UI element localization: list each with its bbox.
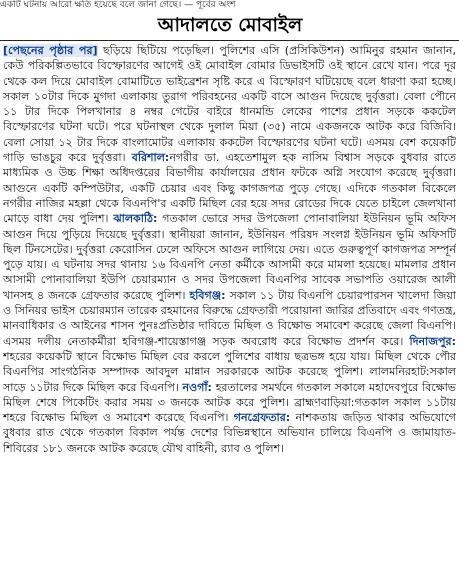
continued-from-label: [পেছনের পৃষ্ঠার পর]: [3, 44, 98, 57]
article-body: [3, 43, 456, 586]
district-label: গনগ্রেফতার:: [233, 411, 291, 425]
district-label: দিনাজপুর:: [409, 334, 456, 348]
district-label: নওগাঁ:: [182, 380, 212, 394]
article-paragraph: [3, 43, 456, 456]
district-label: ঝালকাঠি:: [113, 212, 158, 226]
headline-rule: [0, 40, 459, 41]
article-text: শহরের কয়েকটি স্থানে বিক্ষোভ মিছিল বের করলে পুলিশের বাধায় ছত্রভঙ্গ হয়ে যায়। মিছিল থেকে পৌর বিএনপির সাংগঠনিক সম্পাদক আবদুল মান্নান সরকারকে আটক করেছে পুলিশ। লালমনিরহাট:সকাল সাড়ে ১১টার দিকে মিছিল করে বিএনপি।: [3, 349, 456, 394]
article-text: হরতালের সমর্থনে গতকাল সকালে মহাদেবপুরে বিক্ষোভ মিছিল শেষে পিকেটিং করার সময় ৩ জনকে আটক করে পুলিশ। ব্রাহ্মণবাড়িয়া:গতকাল সকাল ১১টায় শহরে বিক্ষোভ মিছিল ও সমাবেশ করেছে বিএনপি।: [3, 380, 456, 425]
previous-article-strip: একটি ঘটনায় আরো ক্ষতি হয়েছে বলে জানা গেছে। — পূর্বের অংশ: [0, 0, 236, 10]
district-label: বরিশাল:: [131, 151, 170, 165]
article-text: নাশকতায় জড়িত থাকার অভিযোগে বুধবার রাত থেকে গতকাল বিকাল পর্যন্ত দেশের বিভিন্নস্থানে অভিযান চালিয়ে বিএনপি ও জামায়াত-শিবিরের ১৮১ জনকে আটক করেছে যৌথ বাহিনী, র‌্যাব ও পুলিশ।: [3, 411, 456, 455]
article-text: ছড়িয়ে ছিটিয়ে পড়েছিল। পুলিশের এসি (প্রসিকিউশন) আমিনুর রহমান জানান, কেউ পরিকল্পিতভাবে বিস্ফোরণের আগেই ওই মোবাইল বোমার ডিভাইসটি ওই স্থানে রেখে যান। পরে দূর থেকে কল দিয়ে মোবাইল বোমাটিতে ভাইব্রেশন সৃষ্টি করে এ বিস্ফোরণ ঘটিয়েছে বলে ধারণা করা হচ্ছে। সকাল ১০টার দিকে মুগদা এলাকায় তুরাগ পরিবহনের একটি বাসে আগুন দিয়েছে দুর্বৃত্তরা। বেলা পৌনে ১১ টার দিকে পিলখানার ৪ নম্বর গেটের বাইরে ধানমন্ডি লেকের পাশের প্রধান সড়কে ককটেল বিস্ফোরণের ঘটনা ঘটে। পরে ঘটনাস্থল থেকে দুলাল মিয়া (৩৫) নামে একজনকে আটক করে বিজিবি। বেলা সোয়া ১২ টার দিকে বাংলামোটর এলাকায় ককটেল বিস্ফোরণের ঘটনা ঘটে। এসময় বেশ কয়েকটি গাড়ি ভাঙচুর করে দুর্বৃত্তরা।: [3, 44, 456, 165]
article-headline: আদালতে মোবাইল: [157, 14, 303, 36]
article-text: সকাল ১১ টায় বিএনপি চেয়ারপারসন খালেদা জিয়া ও সিনিয়র ভাইস চেয়ারম্যান তারেক রহমানের বিরুদ্ধে গ্রেফতারী পরোয়ানা জারির প্রতিবাদে এবং গণতন্ত্র, মানবাধিকার ও আইনের শাসন পুনঃপ্রতিষ্ঠার দাবিতে মিছিল ও বিক্ষোভ সমাবেশ করেছে জেলা বিএনপি। এসময় দলীয় নেতাকর্মীরা হবিগঞ্জ-শায়েস্তাগঞ্জ সড়ক অবরোধ করে বিক্ষোভ প্রদর্শন করে।: [3, 288, 456, 348]
district-label: হবিগঞ্জ:: [189, 288, 226, 302]
article-text: নগরীর ডা. এহতেশামুল হক নাসিম বিশ্বাস সড়কে বুধবার রাতে মাধ্যমিক ও উচ্চ শিক্ষা অধিদপ্তরের বিভাগীয় কার্যালয়ের প্রধান ফটকে অগ্নি সংযোগ করেছে দুর্বৃত্তরা। আগুনে একটি কম্পিউটার, একটি চেয়ার এবং কিছু কাগজপত্র পুড়ে গেছে। এদিকে গতকাল বিকেলে নগরীর নাজির মহল্লা থেকে বিএনপি'র একটি মিছিল বের হয়ে সদর রোডের দিকে যেতে চাইলে জেলখানা মোড়ে বাধা দেয় পুলিশ।: [3, 151, 456, 226]
article-text: গতকাল ভোরে সদর উপজেলা পোনাবালিয়া ইউনিয়ন ভূমি অফিস আগুন দিয়ে পুড়িয়ে দিয়েছে দুর্বৃত্তরা। স্থানীয়রা জানান, ইউনিয়ন পরিষদ সংলগ্ন ইউনিয়ন ভূমি অফিসটি ছিল টিনসেটের। দুর্বৃত্তরা কেরোসিন ঢেলে অফিসে আগুন লাগিয়ে দেয়। এতে গুরুত্বপূর্ণ কাগজপত্র সম্পূর্ন পুড়ে যায়। এ ঘটনায় সদর থানায় ১৬ বিএনপি নেতা কর্মীকে আসামী করে মামলা হয়েছে। মামলার প্রধান আসামী পোনাবালিয়া ইউপি চেয়ারম্যান ও সদর উপজেলা বিএনপির সাবেক সভাপতি ওয়ারেজ আলী খানসহ ৪ জনকে গ্রেফতার করেছে পুলিশ।: [3, 212, 456, 302]
